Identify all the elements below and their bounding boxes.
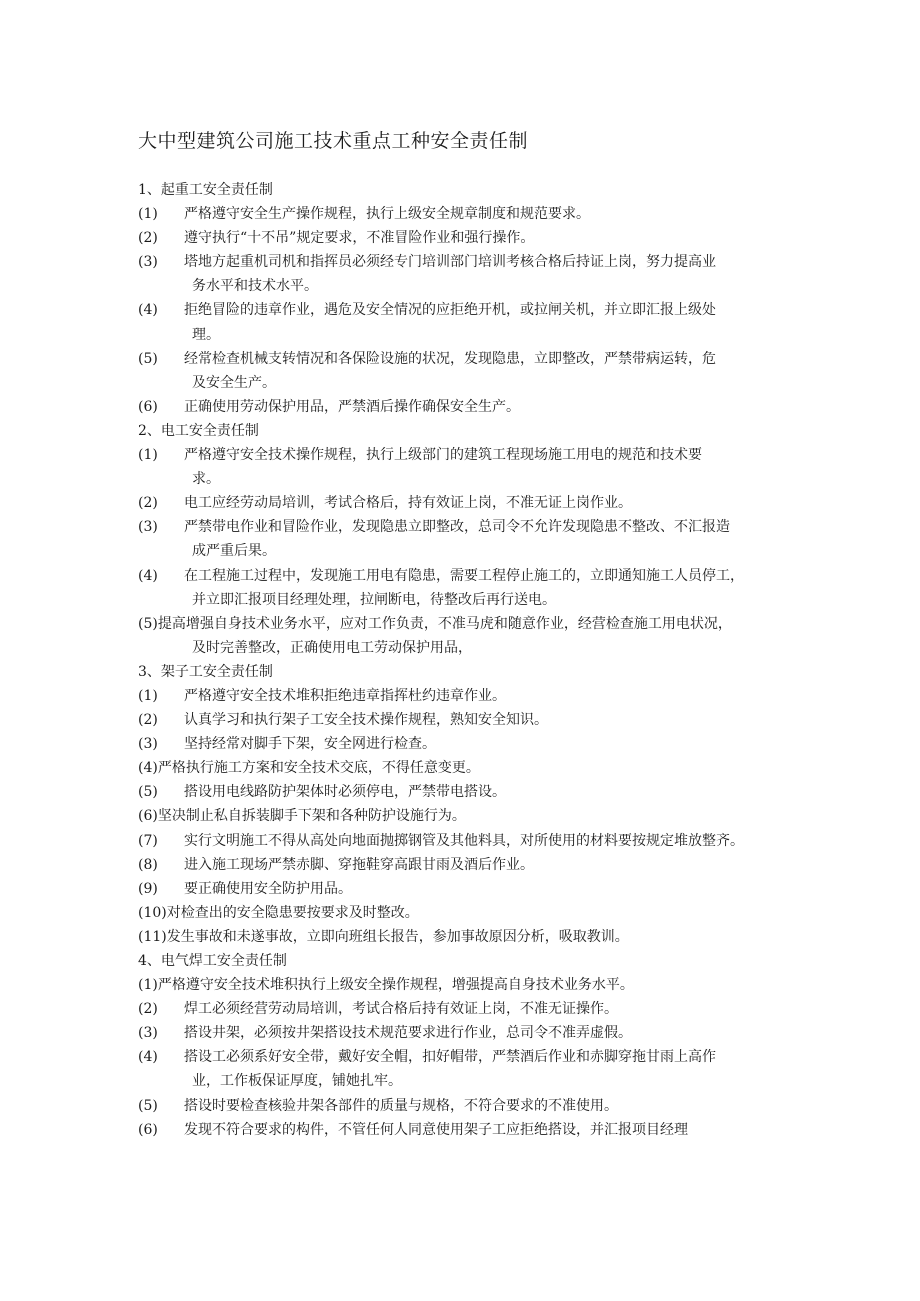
item-continuation-line: 业，工作板保证厚度，铺她扎牢。: [192, 1073, 402, 1090]
item-number: (7): [138, 832, 158, 849]
item-line: 塔地方起重机司机和指挥员必须经专门培训部门培训考核合格后持证上岗，努力提高业: [184, 254, 716, 271]
item-text: [184, 298, 798, 346]
item-text: [184, 564, 798, 612]
item-number: (6): [138, 398, 158, 415]
section-heading: 4、电气焊工安全责任制: [138, 953, 287, 969]
item-text: [184, 250, 798, 298]
item-continuation-line: 理。: [192, 326, 220, 343]
item-number: (8): [138, 856, 158, 873]
list-item: [138, 732, 798, 756]
item-number: (2): [138, 230, 158, 247]
item-text: [184, 395, 798, 419]
item-line: 严格遵守安全生产操作规程，执行上级安全规章制度和规范要求。: [184, 206, 590, 223]
item-text: [184, 708, 798, 732]
list-item: [138, 925, 798, 949]
item-number: (3): [138, 519, 158, 536]
item-text: [184, 515, 798, 563]
list-item: [138, 829, 798, 853]
item-text: [158, 808, 466, 824]
item-text: [184, 684, 798, 708]
item-line: 要正确使用安全防护用品。: [184, 880, 352, 897]
list-item: [138, 491, 798, 515]
item-number: (4): [138, 567, 158, 584]
item-line: 进入施工现场严禁赤脚、穿拖鞋穿高跟甘雨及酒后作业。: [184, 856, 534, 873]
list-item: [138, 226, 798, 250]
section-heading: 1、起重工安全责任制: [138, 182, 273, 198]
list-item: [138, 1094, 798, 1118]
list-item: [138, 250, 798, 298]
item-line: 坚持经常对脚手下架，安全网进行检查。: [184, 736, 436, 753]
item-line: 搭设井架，必须按井架搭设技术规范要求进行作业，总司令不准弄虚假。: [184, 1025, 632, 1042]
item-text: [138, 616, 798, 660]
item-line: 发现不符合要求的构件，不管任何人同意使用架子工应拒绝搭设，并汇报项目经理: [184, 1121, 688, 1138]
item-continuation-line: 求。: [192, 471, 220, 488]
item-number: (6): [138, 808, 158, 825]
item-text: [184, 780, 798, 804]
item-line: 认真学习和执行架子工安全技术操作规程，熟知安全知识。: [184, 712, 548, 729]
item-number: (2): [138, 1001, 158, 1018]
item-text: [184, 1021, 798, 1045]
item-continuation-line: 并立即汇报项目经理处理，拉闸断电，待整改后再行送电。: [192, 591, 556, 608]
item-line: 严格遵守安全技术堆积执行上级安全操作规程，增强提高自身技术业务水平。: [157, 977, 634, 994]
item-number: (5): [138, 1097, 158, 1114]
item-line: 正确使用劳动保护用品，严禁酒后操作确保安全生产。: [184, 398, 520, 415]
item-line: 发生事故和未遂事故，立即向班组长报告，参加事故原因分析，吸取教训。: [166, 928, 629, 945]
list-item: [138, 708, 798, 732]
list-item: [138, 395, 798, 419]
item-line: 搭设用电线路防护架体时必须停电，严禁带电搭设。: [184, 784, 506, 801]
item-text: [184, 1045, 798, 1093]
list-item: [138, 684, 798, 708]
item-number: (1): [138, 447, 158, 464]
list-item: [138, 564, 798, 612]
item-text: [184, 202, 798, 226]
item-number: (5): [138, 615, 158, 632]
item-number: (10): [138, 904, 167, 921]
item-continuation-line: 务水平和技术水平。: [192, 278, 318, 295]
item-continuation-line: 及安全生产。: [192, 374, 276, 391]
list-item: [138, 612, 798, 660]
item-text: [184, 997, 798, 1021]
item-line: 拒绝冒险的违章作业，遇危及安全情况的应拒绝开机，或拉闸关机，并立即汇报上级处: [184, 302, 716, 319]
list-item: [138, 1045, 798, 1093]
item-line: 坚决制止私自拆装脚手下架和各种防护设施行为。: [157, 808, 466, 825]
list-item: [138, 202, 798, 226]
list-item: [138, 973, 798, 997]
item-text: [184, 226, 798, 250]
document-body: [138, 178, 798, 1142]
item-number: (4): [138, 302, 158, 319]
item-number: (3): [138, 736, 158, 753]
list-item: [138, 901, 798, 925]
list-item: [138, 853, 798, 877]
item-text: [184, 829, 798, 853]
item-number: (2): [138, 712, 158, 729]
item-number: (3): [138, 254, 158, 271]
document-title: 大中型建筑公司施工技术重点工种安全责任制: [138, 130, 529, 152]
item-number: (1): [138, 206, 158, 223]
item-line: 焊工必须经营劳动局培训，考试合格后持有效证上岗，不准无证操作。: [184, 1001, 618, 1018]
item-text: [184, 732, 798, 756]
item-text: [184, 877, 798, 901]
list-item: [138, 997, 798, 1021]
item-line: 实行文明施工不得从高处向地面抛掷钢管及其他料具，对所使用的材料要按规定堆放整齐。: [184, 832, 744, 849]
item-text: [167, 929, 629, 945]
item-continuation-line: 成严重后果。: [192, 543, 276, 560]
item-line: 严禁带电作业和冒险作业，发现隐患立即整改，总司令不允许发现隐患不整改、不汇报造: [184, 519, 730, 536]
item-text: [184, 1094, 798, 1118]
item-text: [184, 853, 798, 877]
item-line: 对检查出的安全隐患要按要求及时整改。: [166, 904, 419, 921]
list-item: [138, 347, 798, 395]
item-line: 严格执行施工方案和安全技术交底，不得任意变更。: [157, 760, 480, 777]
list-item: [138, 1021, 798, 1045]
item-text: [158, 977, 634, 993]
item-line: 提高增强自身技术业务水平，应对工作负责，不准马虎和随意作业，经营检查施工用电状况，: [157, 615, 732, 632]
item-text: [184, 443, 798, 491]
item-text: [184, 491, 798, 515]
item-line: 严格遵守安全技术操作规程，执行上级部门的建筑工程现场施工用电的规范和技术要: [184, 447, 702, 464]
item-line: 在工程施工过程中，发现施工用电有隐患，需要工程停止施工的，立即通知施工人员停工，: [184, 567, 744, 584]
item-text: [184, 347, 798, 395]
list-item: [138, 443, 798, 491]
item-continuation-line: 及时完善整改，正确使用电工劳动保护用品，: [192, 639, 472, 656]
list-item: [138, 756, 798, 780]
item-line: 电工应经劳动局培训，考试合格后，持有效证上岗，不准无证上岗作业。: [184, 495, 632, 512]
list-item: [138, 804, 798, 828]
item-number: (4): [138, 1049, 158, 1066]
item-number: (9): [138, 880, 158, 897]
item-line: 经常检查机械支转情况和各保险设施的状况，发现隐患，立即整改，严禁带病运转，危: [184, 350, 716, 367]
item-number: (5): [138, 784, 158, 801]
list-item: [138, 877, 798, 901]
item-line: 遵守执行“十不吊”规定要求，不准冒险作业和强行操作。: [184, 230, 535, 247]
list-item: [138, 780, 798, 804]
item-number: (1): [138, 977, 158, 994]
item-number: (1): [138, 687, 158, 704]
item-number: (5): [138, 350, 158, 367]
list-item: [138, 298, 798, 346]
item-line: 搭设工必须系好安全带，戴好安全帽，扣好帽带，严禁酒后作业和赤脚穿拖甘雨上高作: [184, 1049, 716, 1066]
item-number: (3): [138, 1025, 158, 1042]
item-text: [167, 905, 419, 921]
item-number: (11): [138, 928, 167, 945]
section-heading: 3、架子工安全责任制: [138, 663, 273, 680]
item-number: (4): [138, 760, 158, 777]
item-line: 搭设时要检查核验井架各部件的质量与规格，不符合要求的不准使用。: [184, 1097, 618, 1114]
list-item: [138, 515, 798, 563]
list-item: [138, 1118, 798, 1142]
section-heading: 2、电工安全责任制: [138, 422, 259, 439]
item-text: [158, 760, 480, 776]
item-text: [184, 1118, 798, 1142]
item-line: 严格遵守安全技术堆积拒绝违章指挥杜约违章作业。: [184, 687, 506, 704]
item-number: (2): [138, 495, 158, 512]
item-number: (6): [138, 1121, 158, 1138]
